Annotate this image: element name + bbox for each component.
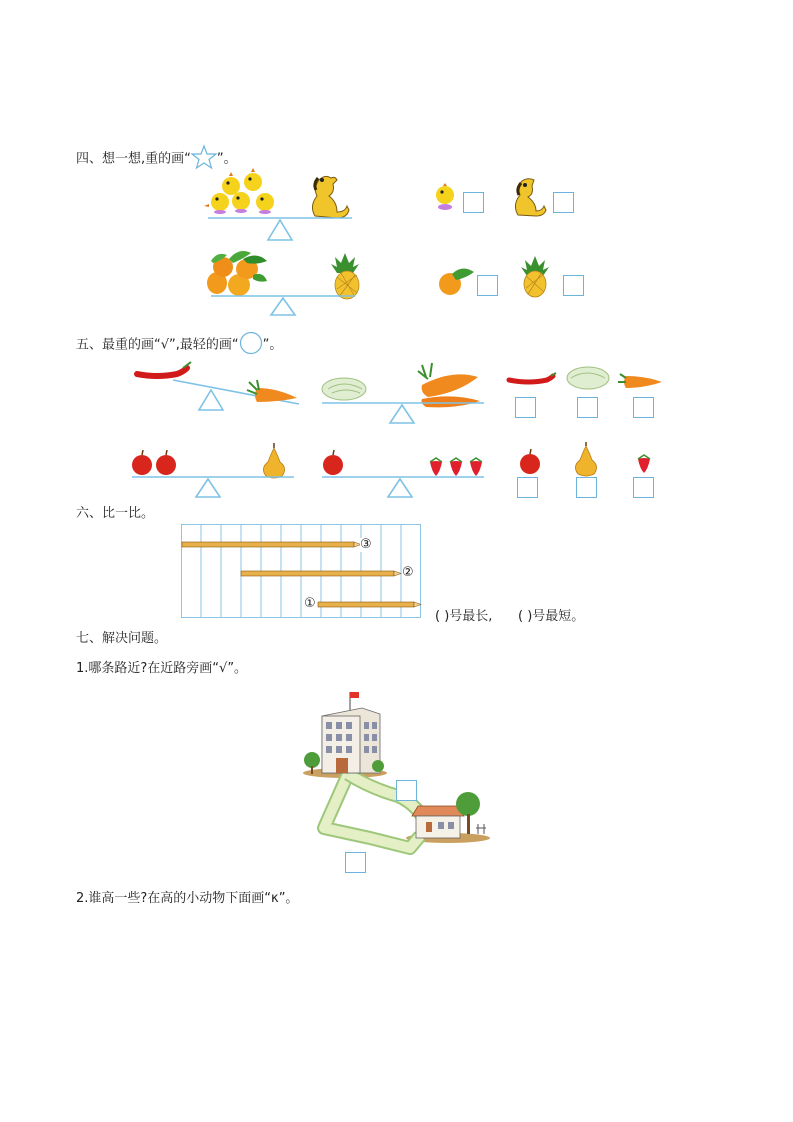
chick-icon: [244, 168, 262, 191]
chick-icon: [434, 183, 456, 219]
mango-icon: [436, 266, 476, 300]
answer-shortest[interactable]: ( )号最短。: [518, 609, 585, 624]
apple-icon: [518, 449, 542, 479]
pineapple-icon: [331, 253, 359, 299]
pencil-2-number: ②: [402, 565, 414, 580]
pencil-1: [318, 602, 421, 607]
apple-icon: [132, 450, 152, 475]
strawberry-icon: [470, 458, 482, 476]
balance-scale-apples-pear: [128, 440, 298, 500]
chili-pepper-icon: [137, 362, 191, 376]
cabbage-icon: [322, 378, 366, 400]
apple-icon: [323, 450, 343, 475]
section-6-title: 六、比一比。: [76, 506, 155, 521]
dog-icon: [312, 176, 349, 218]
carrot-icon: [418, 363, 478, 397]
school-building-icon: [322, 692, 380, 773]
pear-icon: [263, 443, 284, 478]
chick-icon: [222, 172, 240, 195]
pencil-2: [241, 571, 401, 576]
carrot-icon: [618, 372, 664, 396]
section-5-title: [76, 331, 282, 360]
balance-scale-mango-pineapple: [203, 245, 363, 317]
section-5-title-suffix: ”。: [262, 337, 283, 353]
balance-scale-apple-strawberries: [318, 440, 488, 500]
answer-longest[interactable]: ( )号最长,: [435, 609, 493, 624]
mango-icon: [207, 251, 267, 296]
answer-box-upper-path[interactable]: [396, 780, 417, 801]
pencil-comparison-grid: [181, 524, 421, 618]
chick-icon: [256, 193, 274, 214]
section-7-title: 七、解决问题。: [76, 631, 168, 646]
pear-icon: [574, 442, 598, 480]
pencil-1-number: ①: [304, 596, 316, 611]
answer-box-lower-path[interactable]: [345, 852, 366, 873]
answer-box-pear[interactable]: [576, 477, 597, 498]
tree-icon: [372, 760, 384, 772]
section-4-title-suffix: ”。: [216, 151, 237, 167]
strawberry-icon: [450, 458, 462, 476]
balance-scale-chicks-dog: [205, 168, 355, 243]
pencil-3-number: ③: [360, 537, 372, 552]
house-icon: [412, 806, 464, 838]
carrot-icon: [247, 380, 297, 402]
chick-icon: [232, 192, 250, 213]
balance-scale-cabbage-carrots: [318, 355, 488, 427]
circle-outline-icon: [239, 331, 263, 360]
answer-box-chick[interactable]: [463, 192, 484, 213]
answer-box-mango[interactable]: [477, 275, 498, 296]
problem-2-text: 2.谁高一些?在高的小动物下面画“κ”。: [76, 891, 299, 906]
chick-icon: [204, 193, 229, 214]
pencil-3: [182, 542, 361, 547]
answer-box-pineapple[interactable]: [563, 275, 584, 296]
carrot-icon: [422, 396, 481, 407]
apple-icon: [156, 450, 176, 475]
cabbage-icon: [565, 364, 611, 396]
section-4-title-prefix: 四、想一想,重的画“: [76, 151, 191, 167]
answer-box-carrot[interactable]: [633, 397, 654, 418]
strawberry-icon: [430, 458, 442, 476]
balance-scale-chili-carrot: [133, 360, 303, 418]
dog-icon: [512, 179, 550, 221]
strawberry-icon: [635, 453, 653, 479]
chili-pepper-icon: [507, 372, 557, 392]
section-5-title-prefix: 五、最重的画“√”,最轻的画“: [76, 337, 239, 353]
answer-box-cabbage[interactable]: [577, 397, 598, 418]
pineapple-icon: [520, 254, 550, 302]
answer-box-strawberry[interactable]: [633, 477, 654, 498]
answer-box-chili[interactable]: [515, 397, 536, 418]
answer-box-apple[interactable]: [517, 477, 538, 498]
answer-box-dog[interactable]: [553, 192, 574, 213]
problem-1-text: 1.哪条路近?在近路旁画“√”。: [76, 661, 248, 676]
